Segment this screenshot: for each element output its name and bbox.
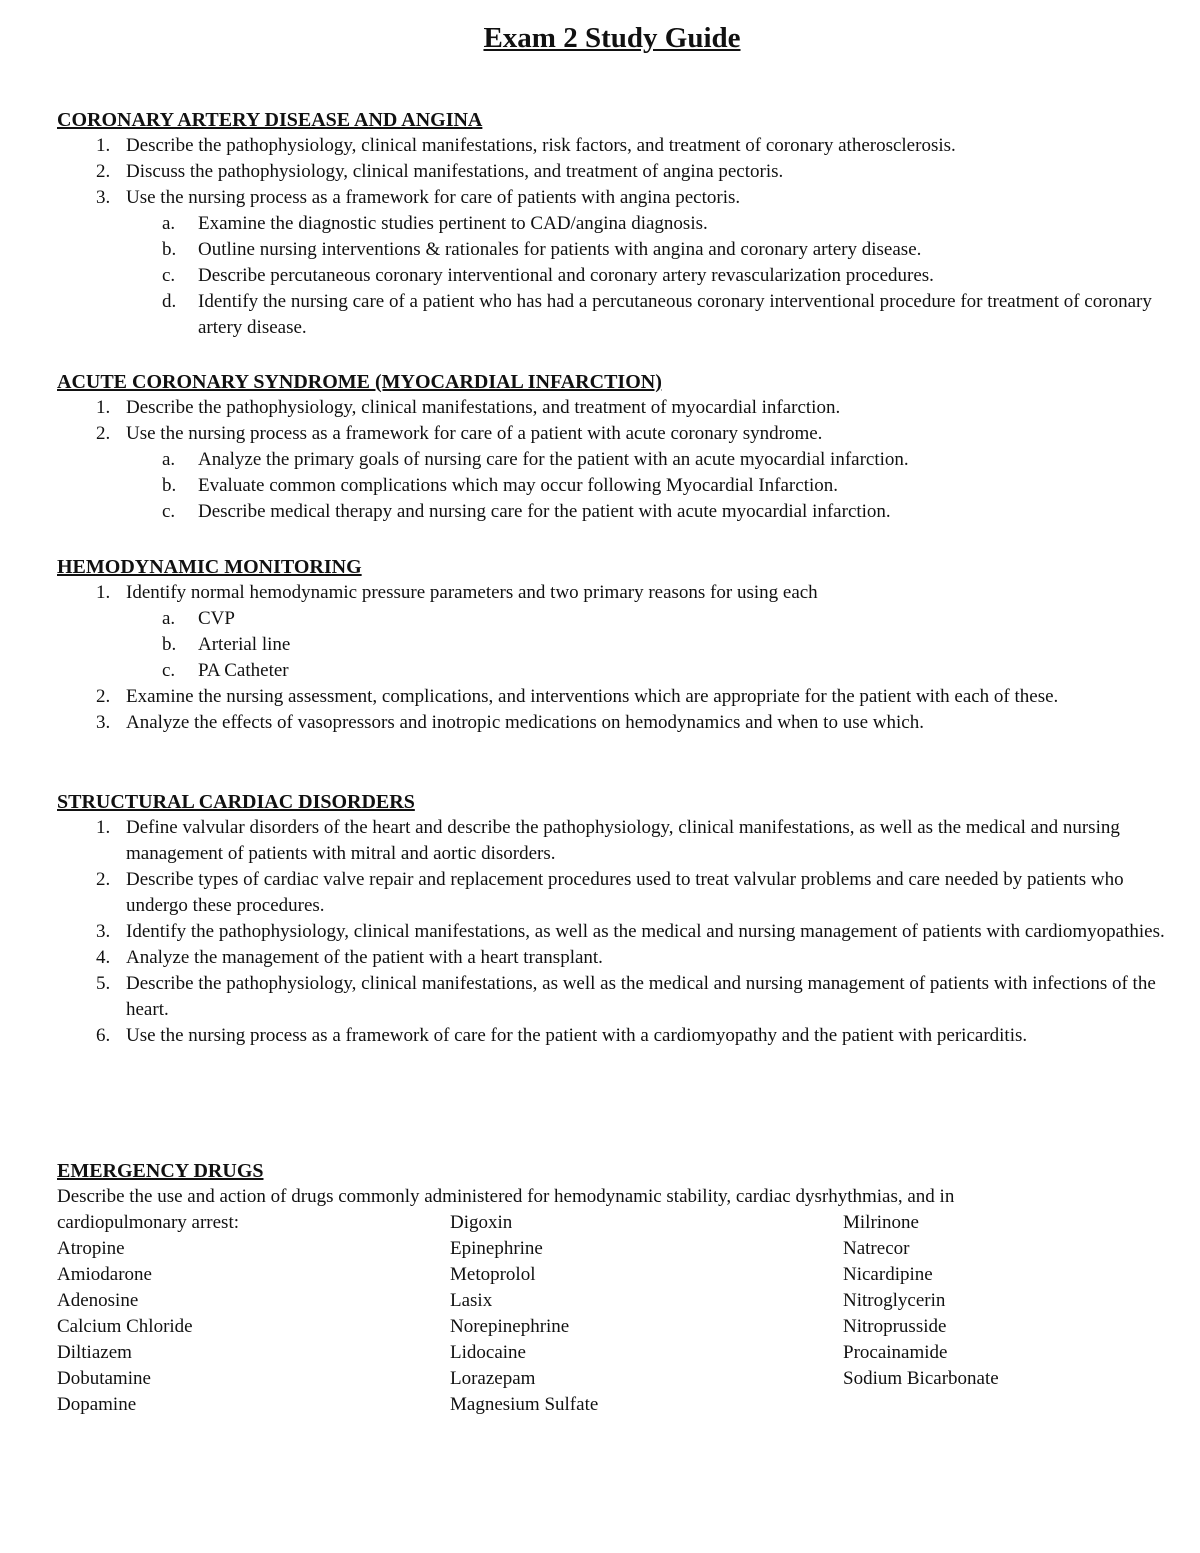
item-number: 1. — [96, 397, 111, 418]
sub-item-text: Describe percutaneous coronary interventional and coronary artery revascularization procedures. — [198, 265, 934, 286]
item-text: Describe the pathophysiology, clinical manifestations, and treatment of myocardial infarction. — [126, 397, 841, 418]
list-item — [57, 815, 1167, 867]
sub-item-letter: b. — [162, 239, 177, 260]
item-text: Identify normal hemodynamic pressure parameters and two primary reasons for using each — [126, 582, 818, 603]
sub-item-letter: c. — [162, 265, 176, 286]
sub-item-letter: b. — [162, 475, 177, 496]
list-item — [57, 710, 1167, 736]
drug-name: Lorazepam — [450, 1368, 536, 1389]
item-number: 3. — [96, 712, 111, 733]
drug-name: Nitroglycerin — [843, 1290, 946, 1311]
item-text: Analyze the management of the patient with a heart transplant. — [126, 947, 603, 968]
sub-item — [57, 289, 1167, 341]
drug-name: Procainamide — [843, 1342, 948, 1363]
item-number: 2. — [96, 423, 111, 444]
sub-item-letter: a. — [162, 449, 176, 470]
list-item — [57, 684, 1167, 710]
drug-name: Nitroprusside — [843, 1316, 947, 1337]
drug-name: Sodium Bicarbonate — [843, 1368, 999, 1389]
drug-name: Epinephrine — [450, 1238, 543, 1259]
sub-item-text: Outline nursing interventions & rationales for patients with angina and coronary artery disease. — [198, 239, 922, 260]
sub-item-text: PA Catheter — [198, 660, 289, 681]
emergency-intro-continued: cardiopulmonary arrest: — [57, 1212, 240, 1233]
item-number: 1. — [96, 817, 111, 838]
sub-item-text: Examine the diagnostic studies pertinent to CAD/angina diagnosis. — [198, 213, 708, 234]
sub-item-text: CVP — [198, 608, 235, 629]
list-item — [57, 1023, 1167, 1049]
drug-column-1 — [57, 1210, 450, 1418]
item-number: 4. — [96, 947, 111, 968]
sub-item — [57, 606, 1167, 632]
sub-item-text: Arterial line — [198, 634, 291, 655]
item-number: 3. — [96, 921, 111, 942]
section-emergency-drugs — [57, 1158, 1167, 1210]
section-heading: STRUCTURAL CARDIAC DISORDERS — [57, 791, 415, 813]
page-title: Exam 2 Study Guide — [483, 22, 741, 54]
drug-column-2 — [450, 1210, 843, 1418]
item-text: Define valvular disorders of the heart and describe the pathophysiology, clinical manifestations, as well as the medical and nursing management of patients with mitral and aortic disorders. — [126, 817, 1120, 864]
sub-item — [57, 237, 1167, 263]
item-number: 1. — [96, 135, 111, 156]
item-text: Describe the pathophysiology, clinical manifestations, as well as the medical and nursing management of patients with infections of the heart. — [126, 973, 1156, 1020]
item-text: Use the nursing process as a framework for care of a patient with acute coronary syndrome. — [126, 423, 823, 444]
item-text: Describe the pathophysiology, clinical manifestations, risk factors, and treatment of coronary atherosclerosis. — [126, 135, 956, 156]
sub-item — [57, 447, 1167, 473]
drug-name: Norepinephrine — [450, 1316, 570, 1337]
item-number: 6. — [96, 1025, 111, 1046]
sub-item — [57, 473, 1167, 499]
drug-name: Diltiazem — [57, 1342, 132, 1363]
drug-name: Lidocaine — [450, 1342, 526, 1363]
emergency-intro: Describe the use and action of drugs commonly administered for hemodynamic stability, cardiac dysrhythmias, and in — [57, 1186, 955, 1207]
drug-name: Milrinone — [843, 1212, 919, 1233]
section-heading: CORONARY ARTERY DISEASE AND ANGINA — [57, 109, 483, 131]
section-acute-coronary-syndrome — [57, 369, 1167, 525]
list-item — [57, 919, 1167, 945]
sub-item — [57, 658, 1167, 684]
item-text: Analyze the effects of vasopressors and inotropic medications on hemodynamics and when to use which. — [126, 712, 924, 733]
section-heading: HEMODYNAMIC MONITORING — [57, 556, 362, 578]
item-text: Examine the nursing assessment, complications, and interventions which are appropriate for the patient with each of these. — [126, 686, 1059, 707]
item-text: Describe types of cardiac valve repair and replacement procedures used to treat valvular problems and care needed by patients who undergo these procedures. — [126, 869, 1124, 916]
item-text: Use the nursing process as a framework of care for the patient with a cardiomyopathy and the patient with pericarditis. — [126, 1025, 1028, 1046]
drug-name: Metoprolol — [450, 1264, 536, 1285]
item-text: Use the nursing process as a framework for care of patients with angina pectoris. — [126, 187, 741, 208]
sub-item-letter: a. — [162, 608, 176, 629]
sub-item-text: Describe medical therapy and nursing care for the patient with acute myocardial infarction. — [198, 501, 891, 522]
drug-name: Adenosine — [57, 1290, 139, 1311]
list-item — [57, 580, 1167, 606]
drug-name: Digoxin — [450, 1212, 513, 1233]
section-coronary-artery-disease — [57, 107, 1167, 341]
list-item — [57, 971, 1167, 1023]
list-item — [57, 421, 1167, 447]
sub-item — [57, 263, 1167, 289]
list-item — [57, 867, 1167, 919]
item-number: 3. — [96, 187, 111, 208]
sub-item-text: Analyze the primary goals of nursing care for the patient with an acute myocardial infarction. — [198, 449, 909, 470]
drug-name: Lasix — [450, 1290, 493, 1311]
drug-name: Atropine — [57, 1238, 125, 1259]
sub-item-letter: a. — [162, 213, 176, 234]
drug-column-3 — [843, 1210, 1167, 1418]
sub-item — [57, 499, 1167, 525]
list-item — [57, 159, 1167, 185]
drug-name: Dopamine — [57, 1394, 137, 1415]
section-structural-cardiac-disorders — [57, 789, 1167, 1049]
item-number: 1. — [96, 582, 111, 603]
list-item — [57, 185, 1167, 211]
sub-item-letter: d. — [162, 291, 177, 312]
sub-item — [57, 211, 1167, 237]
drug-name: Nicardipine — [843, 1264, 933, 1285]
drug-name: Calcium Chloride — [57, 1316, 193, 1337]
sub-item-letter: c. — [162, 660, 176, 681]
list-item — [57, 945, 1167, 971]
section-heading: EMERGENCY DRUGS — [57, 1160, 264, 1182]
drug-name: Amiodarone — [57, 1264, 152, 1285]
drug-name: Natrecor — [843, 1238, 910, 1259]
sub-item-letter: b. — [162, 634, 177, 655]
list-item — [57, 133, 1167, 159]
section-heading: ACUTE CORONARY SYNDROME (MYOCARDIAL INFARCTION) — [57, 371, 662, 393]
drug-name: Dobutamine — [57, 1368, 151, 1389]
item-number: 2. — [96, 869, 111, 890]
sub-item-text: Evaluate common complications which may occur following Myocardial Infarction. — [198, 475, 838, 496]
sub-item-letter: c. — [162, 501, 176, 522]
list-item — [57, 395, 1167, 421]
drug-list — [57, 1210, 1167, 1418]
item-number: 2. — [96, 161, 111, 182]
item-text: Identify the pathophysiology, clinical manifestations, as well as the medical and nursing management of patients with cardiomyopathies. — [126, 921, 1165, 942]
section-hemodynamic-monitoring — [57, 554, 1167, 736]
sub-item — [57, 632, 1167, 658]
item-text: Discuss the pathophysiology, clinical manifestations, and treatment of angina pectoris. — [126, 161, 784, 182]
sub-item-text: Identify the nursing care of a patient who has had a percutaneous coronary interventional procedure for treatment of coronary artery disease. — [198, 291, 1152, 338]
item-number: 2. — [96, 686, 111, 707]
drug-name: Magnesium Sulfate — [450, 1394, 599, 1415]
item-number: 5. — [96, 973, 111, 994]
